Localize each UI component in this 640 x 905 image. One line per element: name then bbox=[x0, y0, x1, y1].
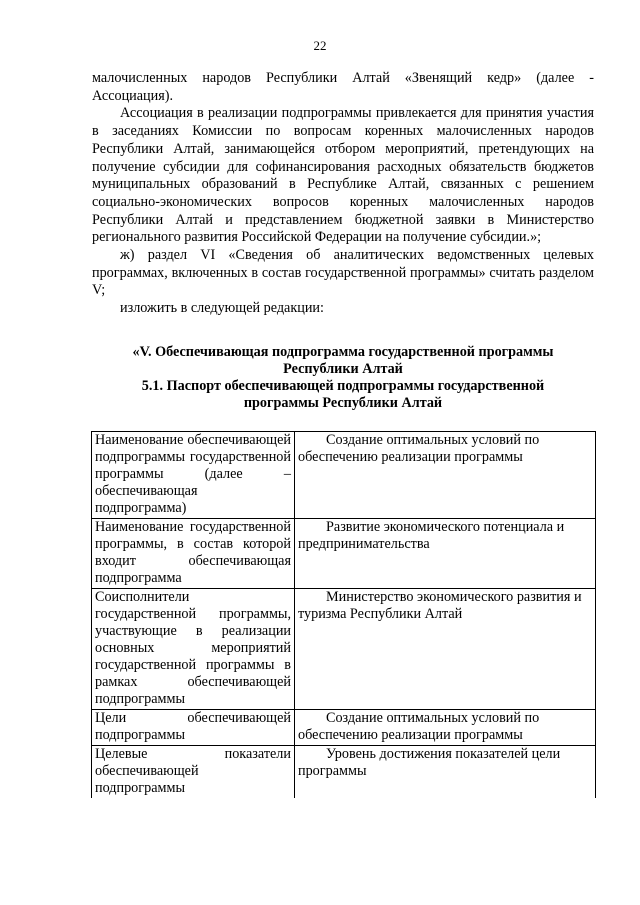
passport-table bbox=[91, 431, 596, 798]
paragraph: изложить в следующей редакции: bbox=[120, 300, 324, 317]
row-label: Цели обеспечивающей подпрограммы bbox=[92, 710, 295, 746]
row-label: Наименование обеспечивающей подпрограммы государственной программы (далее – обеспечивающая подпрограмма) bbox=[92, 432, 295, 519]
row-value: Уровень достижения показателей цели программы bbox=[295, 746, 596, 799]
row-label: Целевые показатели обеспечивающей подпрограммы bbox=[92, 746, 295, 799]
table-row bbox=[92, 519, 596, 589]
paragraph: ж) раздел VI «Сведения об аналитических ведомственных целевых программах, включенных в состав государственной программы» считать разделом V; bbox=[92, 247, 594, 299]
row-value: Министерство экономического развития и туризма Республики Алтай bbox=[295, 589, 596, 710]
section-heading bbox=[92, 344, 594, 412]
paragraph: Ассоциация в реализации подпрограммы привлекается для принятия участия в заседаниях Комиссии по вопросам коренных малочисленных народов Республики Алтай, занимающейся отбором мероприятий, претендующих на получение субсидии для софинансирования расходных обязательств бюджетов муниципальных образований в Республике Алтай, связанных с решением социально-экономических вопросов коренных малочисленных народов Республики Алтай и представлением бюджетной заявки в Министерство регионального развития Российской Федерации на получение субсидии.»; bbox=[92, 105, 594, 246]
table-row bbox=[92, 432, 596, 519]
paragraph: малочисленных народов Республики Алтай «Звенящий кедр» (далее - Ассоциация). bbox=[92, 70, 594, 104]
section-title-line: «V. Обеспечивающая подпрограмма государственной программы bbox=[132, 344, 554, 360]
row-value: Создание оптимальных условий по обеспечению реализации программы bbox=[295, 710, 596, 746]
row-value: Развитие экономического потенциала и предпринимательства bbox=[295, 519, 596, 589]
table-row bbox=[92, 710, 596, 746]
table-row bbox=[92, 746, 596, 799]
section-title-line: Республики Алтай bbox=[283, 361, 403, 377]
row-label: Соисполнители государственной программы, участвующие в реализации основных мероприятий государственной программы в рамках обеспечивающей подпрограммы bbox=[92, 589, 295, 710]
row-label: Наименование государственной программы, в состав которой входит обеспечивающая подпрограмма bbox=[92, 519, 295, 589]
table-row bbox=[92, 589, 596, 710]
subsection-title-line: программы Республики Алтай bbox=[243, 395, 443, 411]
row-value: Создание оптимальных условий по обеспечению реализации программы bbox=[295, 432, 596, 519]
page-number: 22 bbox=[313, 38, 327, 53]
subsection-title-line: 5.1. Паспорт обеспечивающей подпрограммы государственной bbox=[141, 378, 545, 394]
body-text bbox=[92, 70, 594, 318]
